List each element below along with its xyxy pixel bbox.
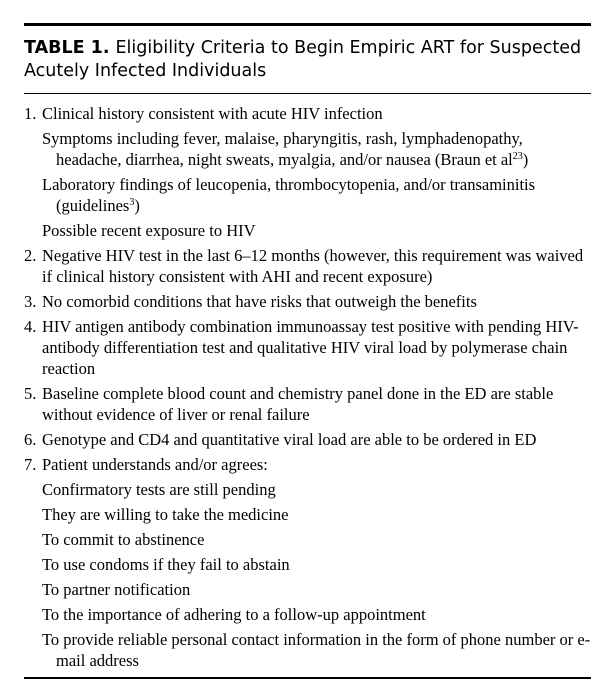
criterion-subitem	[24, 479, 591, 500]
subitem-text: To provide reliable personal contact information in the form of phone number or e-mail address	[42, 630, 591, 670]
criterion-subitem	[24, 174, 591, 216]
subitem-text: Laboratory findings of leucopenia, thrombocytopenia, and/or transaminitis (guidelines	[42, 175, 536, 215]
subitem-text: To partner notification	[42, 580, 191, 599]
table-label: TABLE 1.	[24, 38, 110, 58]
criterion-subitem	[24, 604, 591, 625]
subitem-text: Confirmatory tests are still pending	[42, 480, 276, 499]
criterion-subitem	[24, 579, 591, 600]
criterion-text: Genotype and CD4 and quantitative viral load are able to be ordered in ED	[42, 430, 537, 449]
criteria-list	[24, 94, 591, 671]
criterion-subitem	[24, 554, 591, 575]
criterion-text: Clinical history consistent with acute HIV infection	[42, 104, 383, 123]
criterion-text: No comorbid conditions that have risks that outweigh the benefits	[42, 292, 477, 311]
criterion-subitem	[24, 529, 591, 550]
criterion-text: Negative HIV test in the last 6–12 months (however, this requirement was waived if clinical history consistent with AHI and recent exposure)	[42, 246, 584, 286]
criterion-text: HIV antigen antibody combination immunoassay test positive with pending HIV-antibody differentiation test and qualitative HIV viral load by polymerase chain reaction	[42, 317, 579, 378]
subitem-text: Symptoms including fever, malaise, pharyngitis, rash, lymphadenopathy, headache, diarrhea, night sweats, myalgia, and/or nausea (Braun et al	[42, 129, 523, 169]
criterion-subitem	[24, 504, 591, 525]
criterion-item	[24, 103, 591, 124]
criterion-number: 6.	[24, 430, 37, 449]
criterion-number: 4.	[24, 317, 37, 336]
criterion-number: 2.	[24, 246, 37, 265]
criterion-text: Patient understands and/or agrees:	[42, 455, 268, 474]
criterion-item	[24, 245, 591, 287]
subitem-text: Possible recent exposure to HIV	[42, 221, 256, 240]
criterion-subitem	[24, 629, 591, 671]
criterion-item	[24, 429, 591, 450]
criterion-text: Baseline complete blood count and chemistry panel done in the ED are stable without evidence of liver or renal failure	[42, 384, 554, 424]
criterion-item	[24, 454, 591, 475]
table-caption	[24, 26, 591, 87]
subitem-text: To use condoms if they fail to abstain	[42, 555, 290, 574]
criterion-item	[24, 383, 591, 425]
criterion-item	[24, 291, 591, 312]
criterion-number: 1.	[24, 104, 37, 123]
criterion-number: 7.	[24, 455, 37, 474]
criterion-number: 5.	[24, 384, 37, 403]
eligibility-table	[24, 23, 591, 679]
criterion-item	[24, 316, 591, 379]
criterion-subitem	[24, 220, 591, 241]
table-title: Eligibility Criteria to Begin Empiric ART for Suspected Acutely Infected Individuals	[24, 38, 582, 81]
citation-superscript: 3	[129, 197, 135, 208]
subitem-closing: )	[134, 196, 140, 215]
subitem-text: They are willing to take the medicine	[42, 505, 289, 524]
citation-superscript: 23	[512, 151, 523, 162]
subitem-text: To the importance of adhering to a follow-up appointment	[42, 605, 426, 624]
criterion-number: 3.	[24, 292, 37, 311]
subitem-closing: )	[522, 150, 529, 169]
subitem-text: To commit to abstinence	[42, 530, 205, 549]
criterion-subitem	[24, 128, 591, 170]
bottom-rule	[24, 677, 591, 679]
